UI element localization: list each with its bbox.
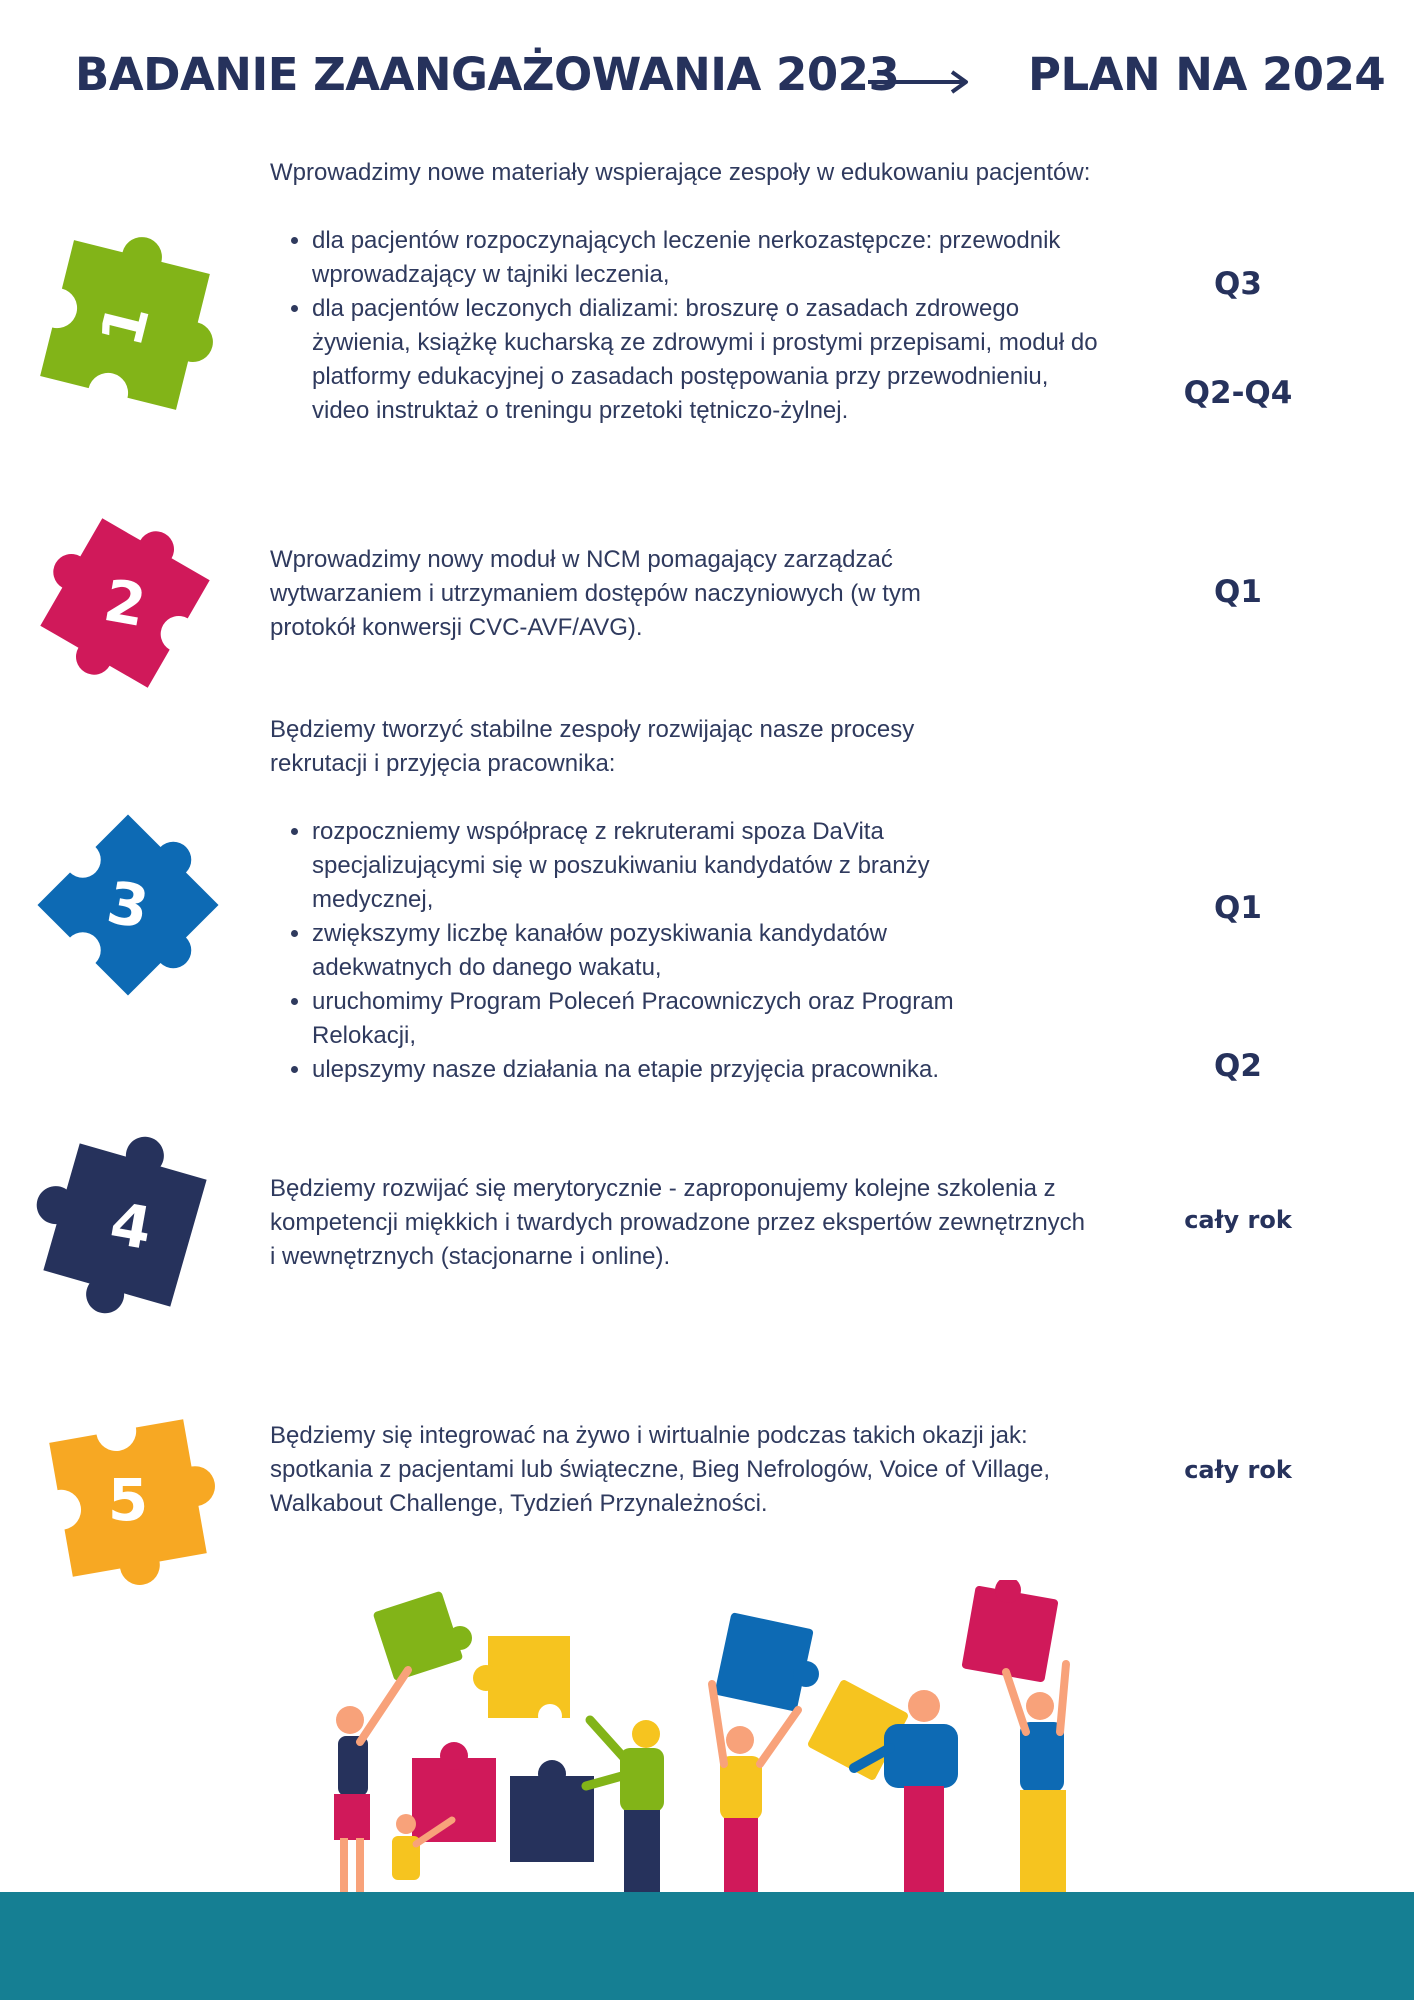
list-item: • zwiększymy liczbę kanałów pozyskiwania kandydatów adekwatnych do danego wakatu, [312, 917, 990, 985]
arrow-right-icon [866, 68, 972, 96]
puzzle-piece-3-icon [28, 805, 228, 1005]
item-3-bullets [270, 815, 990, 1087]
item-1-text [270, 156, 1100, 428]
people-building-puzzle-illustration [320, 1580, 1120, 1900]
item-1-bullets [270, 224, 1100, 428]
puzzle-piece-4-icon [30, 1120, 220, 1330]
list-item: • dla pacjentów rozpoczynających leczenie nerkozastępcze: przewodnik wprowadzający w tajniki leczenia, [312, 224, 1100, 292]
list-item: • dla pacjentów leczonych dializami: broszurę o zasadach zdrowego żywienia, książkę kucharską ze zdrowymi i prostymi przepisami, moduł do platformy edukacyjnej o zasadach postępowania przy przewodnieniu, video instruktaż o treningu przetoki tętniczo-żylnej. [312, 292, 1100, 428]
puzzle-number-5: 5 [107, 1466, 149, 1534]
puzzle-piece-5-icon [28, 1388, 228, 1608]
item-5-intro: Będziemy się integrować na żywo i wirtualnie podczas takich okazji jak: spotkania z pacjentami lub świąteczne, Bieg Nefrologów, Voice of Village, Walkabout Challenge, Tydzień Przynależności. [270, 1422, 1051, 1517]
puzzle-piece-2-icon [30, 508, 220, 698]
item-3-intro: Będziemy tworzyć stabilne zespoły rozwijając nasze procesy rekrutacji i przyjęcia pracownika: [270, 716, 915, 777]
puzzle-piece-1-icon [30, 220, 220, 430]
item-1-intro: Wprowadzimy nowe materiały wspierające zespoły w edukowaniu pacjentów: [270, 159, 1091, 186]
item-2-quarter-1: Q1 [1214, 574, 1262, 610]
puzzle-number-2: 2 [99, 566, 151, 640]
header-left-title: BADANIE ZAANGAŻOWANIA 2023 [75, 48, 900, 101]
item-4-text [270, 1172, 1090, 1274]
item-2-text [270, 543, 990, 645]
item-1-quarter-2: Q2-Q4 [1183, 375, 1293, 411]
header-right-title: PLAN NA 2024 [1028, 48, 1386, 101]
puzzle-number-4: 4 [105, 1189, 157, 1264]
item-5-quarter-1: cały rok [1184, 1456, 1292, 1484]
list-item: • rozpoczniemy współpracę z rekruterami spoza DaVita specjalizującymi się w poszukiwaniu kandydatów z branży medycznej, [312, 815, 990, 917]
item-4-quarter-1: cały rok [1184, 1206, 1292, 1234]
puzzle-number-3: 3 [102, 868, 154, 942]
item-1-quarter-1: Q3 [1214, 266, 1262, 302]
item-3-quarter-2: Q2 [1214, 1048, 1262, 1084]
puzzle-number-1: 1 [87, 297, 163, 353]
item-4-intro: Będziemy rozwijać się merytorycznie - zaproponujemy kolejne szkolenia z kompetencji miękkich i twardych prowadzone przez ekspertów zewnętrznych i wewnętrznych (stacjonarne i online). [270, 1175, 1086, 1270]
list-item: • ulepszymy nasze działania na etapie przyjęcia pracownika. [312, 1053, 990, 1087]
item-3-text [270, 713, 990, 1087]
item-2-intro: Wprowadzimy nowy moduł w NCM pomagający zarządzać wytwarzaniem i utrzymaniem dostępów naczyniowych (w tym protokół konwersji CVC-AVF/AVG). [270, 546, 921, 641]
footer-bar [0, 1892, 1414, 2000]
item-3-quarter-1: Q1 [1214, 890, 1262, 926]
list-item: • uruchomimy Program Poleceń Pracowniczych oraz Program Relokacji, [312, 985, 990, 1053]
item-5-text [270, 1419, 1120, 1521]
